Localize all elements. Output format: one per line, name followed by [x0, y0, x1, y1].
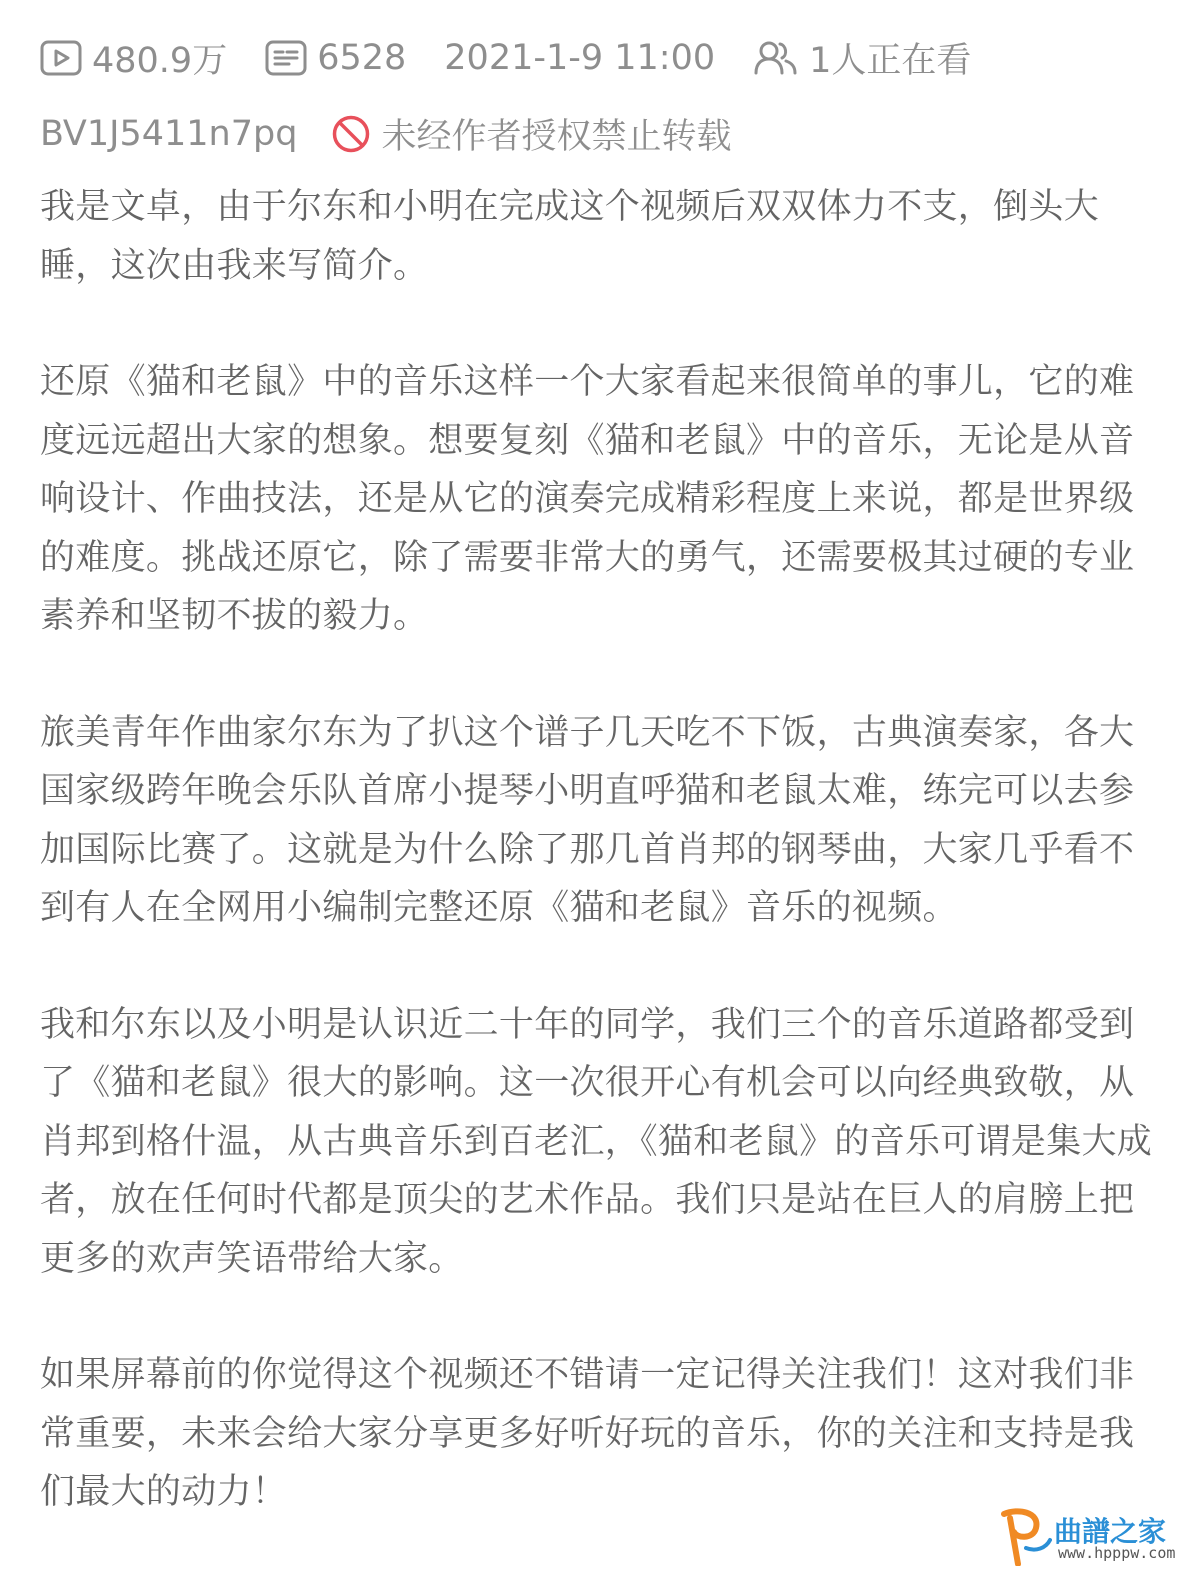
danmaku-count — [265, 38, 406, 78]
copyright-notice — [331, 109, 731, 159]
danmaku-icon — [265, 40, 307, 76]
watermark-logo-icon — [996, 1508, 1052, 1570]
description-paragraph: 如果屏幕前的你觉得这个视频还不错请一定记得关注我们！这对我们非常重要，未来会给大家分享更多好听好玩的音乐，你的关注和支持是我们最大的动力！ — [40, 1355, 1135, 1512]
bvid-value: BV1J5411n7pq — [40, 114, 298, 154]
prohibited-icon — [331, 114, 371, 154]
play-count — [40, 33, 227, 83]
publish-time — [444, 38, 715, 78]
play-count-icon — [40, 40, 82, 76]
danmaku-count-value: 6528 — [317, 38, 407, 78]
watermark-url: www.hpppw.com — [1058, 1544, 1176, 1562]
description-paragraph: 我和尔东以及小明是认识近二十年的同学，我们三个的音乐道路都受到了《猫和老鼠》很大的影响。这一次很开心有机会可以向经典致敬，从肖邦到格什温，从古典音乐到百老汇，《猫和老鼠》的音乐可谓是集大成者，放在任何时代都是顶尖的艺术作品。我们只是站在巨人的肩膀上把更多的欢声笑语带给大家。 — [40, 1004, 1153, 1279]
description-paragraph: 还原《猫和老鼠》中的音乐这样一个大家看起来很简单的事儿，它的难度远远超出大家的想象。想要复刻《猫和老鼠》中的音乐，无论是从音响设计、作曲技法，还是从它的演奏完成精彩程度上来说，都是世界级的难度。挑战还原它，除了需要非常大的勇气，还需要极其过硬的专业素养和坚韧不拔的毅力。 — [40, 362, 1135, 636]
description-paragraph: 旅美青年作曲家尔东为了扒这个谱子几天吃不下饭，古典演奏家，各大国家级跨年晚会乐队首席小提琴小明直呼猫和老鼠太难，练完可以去参加国际比赛了。这就是为什么除了那几首肖邦的钢琴曲，大家几乎看不到有人在全网用小编制完整还原《猫和老鼠》音乐的视频。 — [40, 712, 1135, 928]
description-paragraph: 我是文卓，由于尔东和小明在完成这个视频后双双体力不支，倒头大睡，这次由我来写简介。 — [40, 187, 1100, 286]
video-stats-row — [40, 34, 1160, 82]
publish-time-value: 2021-1-9 11:00 — [444, 38, 716, 78]
watermark-brand: 曲譜之家 — [1054, 1515, 1167, 1548]
bvid — [40, 114, 297, 154]
watching-now — [753, 33, 971, 83]
play-count-value: 480.9万 — [92, 41, 228, 81]
video-description — [40, 178, 1160, 1522]
site-watermark — [996, 1508, 1186, 1566]
viewers-icon — [753, 40, 799, 76]
watching-now-value: 1人正在看 — [809, 41, 972, 81]
video-id-row — [40, 110, 1160, 158]
copyright-notice-text: 未经作者授权禁止转载 — [381, 117, 732, 157]
